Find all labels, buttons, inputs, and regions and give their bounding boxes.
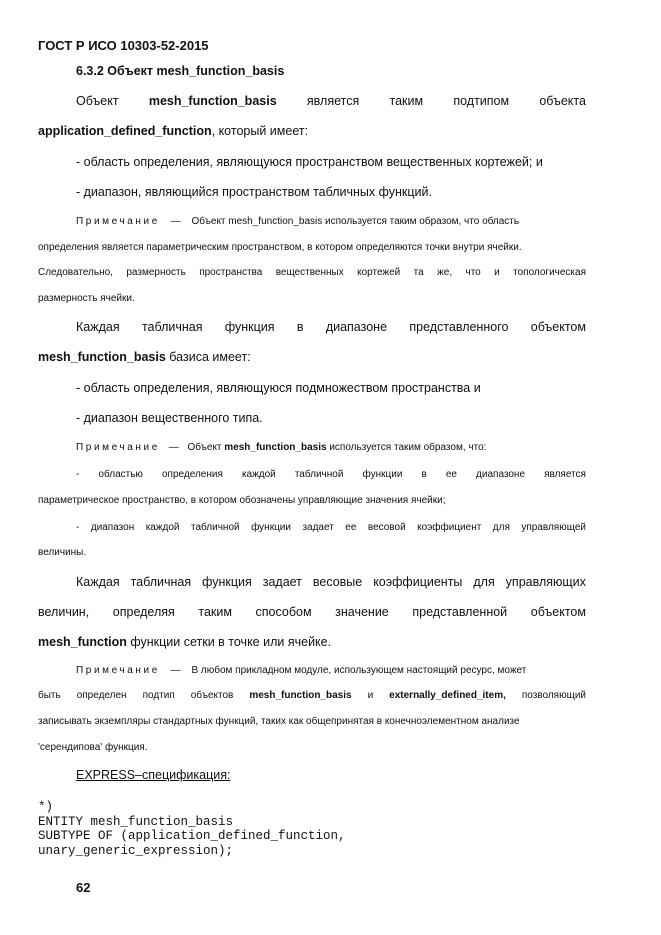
word: значение [335, 605, 389, 619]
word: подтипом [453, 94, 510, 108]
word: кортежей [357, 267, 401, 278]
word: и [367, 690, 374, 701]
word: коэффициент [417, 522, 482, 533]
entity-name: mesh_function_basis [38, 350, 166, 364]
word: объектом [530, 605, 586, 619]
word: функции [251, 522, 291, 533]
paragraph-2-line-1 [76, 320, 586, 334]
code-line: SUBTYPE OF (application_defined_function, [38, 829, 346, 843]
word: подтип [142, 690, 175, 701]
word: позволяющий [521, 690, 586, 701]
entity-name: mesh_function_basis [224, 442, 327, 453]
note-2-item-2-line-1 [76, 522, 586, 533]
code-line: ENTITY mesh_function_basis [38, 814, 234, 829]
word: же, [437, 267, 453, 278]
note-3-line-2 [38, 690, 586, 701]
word: табличной [190, 522, 240, 533]
note-1-line-3 [38, 267, 586, 278]
word: размерность [126, 267, 186, 278]
dash: — [170, 216, 181, 227]
list-1-item-2: - диапазон, являющийся пространством табличных функций. [76, 185, 432, 199]
word: функция [224, 320, 275, 334]
word: - [76, 522, 80, 533]
page-number: 62 [76, 880, 91, 895]
word: определения [162, 469, 223, 480]
word: задает [262, 575, 302, 589]
word: быть [38, 690, 61, 701]
word: топологическая [513, 267, 586, 278]
word: таким [389, 94, 424, 108]
word: та [413, 267, 424, 278]
word: объектов [190, 690, 234, 701]
word: весовой [367, 522, 406, 533]
note-2-item-2-line-2: величины. [38, 547, 87, 558]
word: областью [98, 469, 143, 480]
word: каждой [241, 469, 276, 480]
word: диапазоне [325, 320, 388, 334]
paragraph-1-line-1 [76, 94, 586, 108]
text: Объект [187, 442, 225, 453]
note-label: Примечание [76, 442, 160, 453]
text: используется таким образом, что: [326, 442, 487, 453]
list-1-item-1: - область определения, являющуюся пространством вещественных кортежей; и [76, 155, 543, 169]
list-2-item-2: - диапазон вещественного типа. [76, 411, 263, 425]
word: Объект [76, 94, 119, 108]
word: Следовательно, [38, 267, 113, 278]
entity-name: mesh_function_basis [148, 94, 277, 108]
note-1-line-2: определения является параметрическим пространством, в котором определяются точки внутри ячейки. [38, 242, 522, 253]
word: Каждая [76, 575, 120, 589]
text: базиса имеет: [165, 350, 251, 364]
word: в [421, 469, 427, 480]
note-2-item-1-line-2: параметрическое пространство, в котором обозначены управляющие значения ячейки; [38, 495, 446, 506]
note-label: Примечание [76, 665, 160, 676]
list-2-item-1: - область определения, являющуюся подмножеством пространства и [76, 381, 481, 395]
word: функции [362, 469, 403, 480]
word: табличной [294, 469, 344, 480]
word: управляющей [521, 522, 586, 533]
word: объектом [530, 320, 586, 334]
note-1-line-4: размерность ячейки. [38, 293, 135, 304]
section-heading [76, 64, 284, 78]
word: для [473, 575, 495, 589]
word: объекта [539, 94, 586, 108]
note-3-line-3: записывать экземпляры стандартных функций, таких как общепринятая в конечноэлементном анализе [38, 716, 520, 727]
entity-name: application_defined_function [38, 124, 212, 138]
word: управляющих [505, 575, 586, 589]
word: диапазоне [476, 469, 526, 480]
paragraph-1-line-2 [38, 124, 308, 138]
word: ее [345, 522, 357, 533]
entity-name: mesh_function [38, 635, 127, 649]
text: Объект mesh_function_basis используется таким образом, что область [191, 216, 520, 227]
word: задает [302, 522, 334, 533]
note-2-line-1 [76, 442, 486, 453]
word: таким [198, 605, 232, 619]
word: табличная [141, 320, 203, 334]
word: табличная [130, 575, 192, 589]
word: и [494, 267, 500, 278]
word: коэффициенты [373, 575, 463, 589]
code-line: *) [38, 800, 54, 814]
section-number: 6.3.2 [76, 64, 104, 78]
express-heading: EXPRESS–спецификация: [76, 768, 231, 782]
express-code-block [38, 800, 346, 858]
paragraph-3-line-1 [76, 575, 586, 589]
dash: — [170, 665, 181, 676]
word: для [492, 522, 510, 533]
paragraph-3-line-3 [38, 635, 331, 649]
word: вещественных [275, 267, 344, 278]
word: способом [255, 605, 312, 619]
entity-name: mesh_function_basis [249, 690, 352, 701]
note-label: Примечание [76, 216, 160, 227]
word: Каждая [76, 320, 120, 334]
word: представленного [409, 320, 509, 334]
paragraph-3-line-2 [38, 605, 586, 619]
note-3-line-1 [76, 665, 526, 676]
word: что [465, 267, 481, 278]
word: функция [202, 575, 252, 589]
word: является [544, 469, 586, 480]
word: в [296, 320, 304, 334]
word: является [306, 94, 360, 108]
entity-name: externally_defined_item, [389, 690, 506, 701]
word: определен [76, 690, 127, 701]
section-title: Объект mesh_function_basis [107, 64, 285, 78]
word: каждой [145, 522, 180, 533]
word: весовые [312, 575, 363, 589]
dash: — [168, 442, 179, 453]
word: ее [445, 469, 457, 480]
note-1-line-1 [76, 216, 519, 227]
word: диапазон [90, 522, 135, 533]
word: представленной [412, 605, 508, 619]
document-header: ГОСТ Р ИСО 10303-52-2015 [38, 38, 209, 53]
word: пространства [199, 267, 263, 278]
code-line: unary_generic_expression); [38, 843, 234, 858]
word: величин, [38, 605, 90, 619]
word: - [76, 469, 80, 480]
paragraph-2-line-2 [38, 350, 251, 364]
word: определяя [112, 605, 175, 619]
text: функции сетки в точке или ячейке. [126, 635, 332, 649]
text: В любом прикладном модуле, использующем настоящий ресурс, может [191, 665, 527, 676]
note-3-line-4: 'серендипова' функция. [38, 742, 148, 753]
note-2-item-1-line-1 [76, 469, 586, 480]
text: , который имеет: [211, 124, 309, 138]
